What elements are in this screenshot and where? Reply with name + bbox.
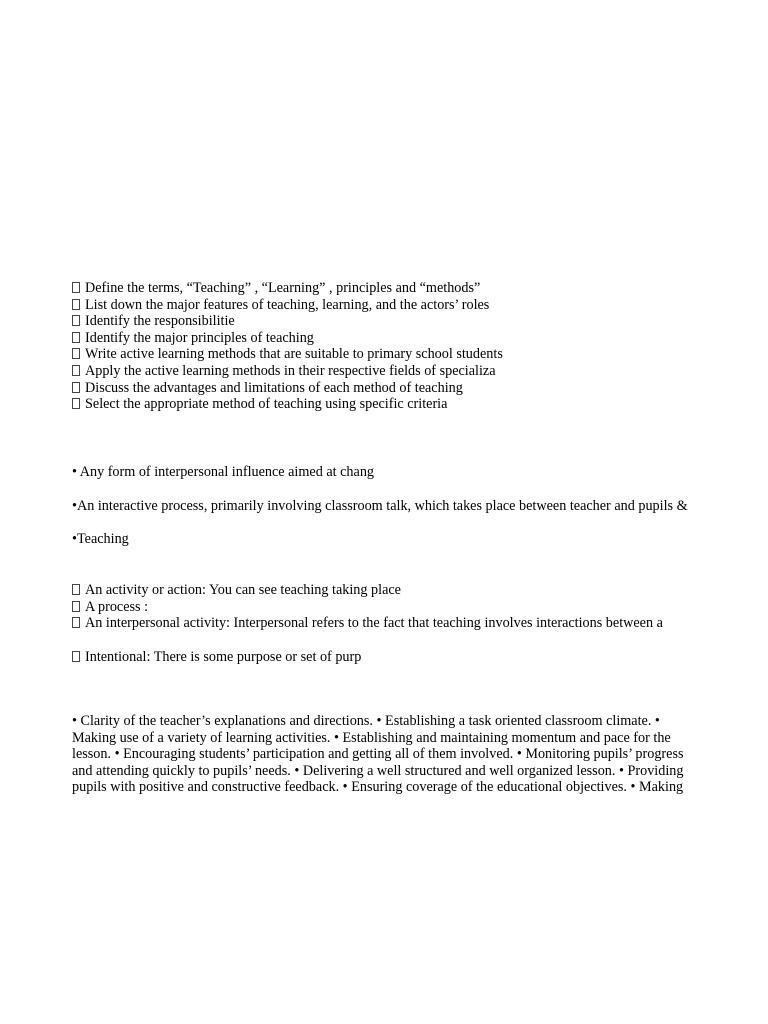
missing-glyph-icon xyxy=(72,601,80,612)
definition-paragraph: •An interactive process, primarily involving classroom talk, which takes place between teacher and pupils & xyxy=(72,497,688,514)
paragraph-line: and attending quickly to pupils’ needs. • Delivering a well structured and well organized lesson. • Providing xyxy=(72,762,684,779)
paragraph-line: lesson. • Encouraging students’ participation and getting all of them involved. • Monitoring pupils’ progress xyxy=(72,746,684,763)
characteristic-item: Intentional: There is some purpose or set of purp xyxy=(72,649,712,666)
definition-paragraph: • Any form of interpersonal influence aimed at chang xyxy=(72,464,375,480)
characteristic-item: An activity or action: You can see teaching taking place xyxy=(72,582,712,599)
objective-item: Identify the responsibilitie xyxy=(72,313,712,330)
effective-teaching-paragraph xyxy=(72,713,712,796)
missing-glyph-icon xyxy=(72,584,80,595)
characteristics-list xyxy=(72,582,712,665)
missing-glyph-icon xyxy=(72,348,80,359)
missing-glyph-icon xyxy=(72,299,80,310)
missing-glyph-icon xyxy=(72,315,80,326)
objective-item: Identify the major principles of teaching xyxy=(72,330,712,347)
paragraph-line: • Clarity of the teacher’s explanations and directions. • Establishing a task oriented classroom climate. • xyxy=(72,713,660,729)
definitions-section xyxy=(72,464,712,565)
missing-glyph-icon xyxy=(72,382,80,393)
objective-item: Define the terms, “Teaching” , “Learning” , principles and “methods” xyxy=(72,280,712,297)
missing-glyph-icon xyxy=(72,332,80,343)
missing-glyph-icon xyxy=(72,398,80,409)
definition-paragraph: •Teaching xyxy=(72,531,129,548)
characteristic-item: An interpersonal activity: Interpersonal refers to the fact that teaching involves interactions between a xyxy=(72,615,712,632)
paragraph-line: pupils with positive and constructive feedback. • Ensuring coverage of the educational objectives. • Making xyxy=(72,779,684,796)
objective-item: Apply the active learning methods in their respective fields of specializa xyxy=(72,363,712,380)
objective-item: Discuss the advantages and limitations of each method of teaching xyxy=(72,380,712,397)
objective-item: Select the appropriate method of teaching using specific criteria xyxy=(72,396,712,413)
characteristic-item: A process : xyxy=(72,599,712,616)
objective-item: Write active learning methods that are suitable to primary school students xyxy=(72,346,712,363)
objectives-list xyxy=(72,280,712,413)
missing-glyph-icon xyxy=(72,282,80,293)
paragraph-line: Making use of a variety of learning activities. • Establishing and maintaining momentum and pace for the xyxy=(72,729,671,746)
missing-glyph-icon xyxy=(72,651,80,662)
missing-glyph-icon xyxy=(72,365,80,376)
missing-glyph-icon xyxy=(72,617,80,628)
objective-item: List down the major features of teaching, learning, and the actors’ roles xyxy=(72,297,712,314)
